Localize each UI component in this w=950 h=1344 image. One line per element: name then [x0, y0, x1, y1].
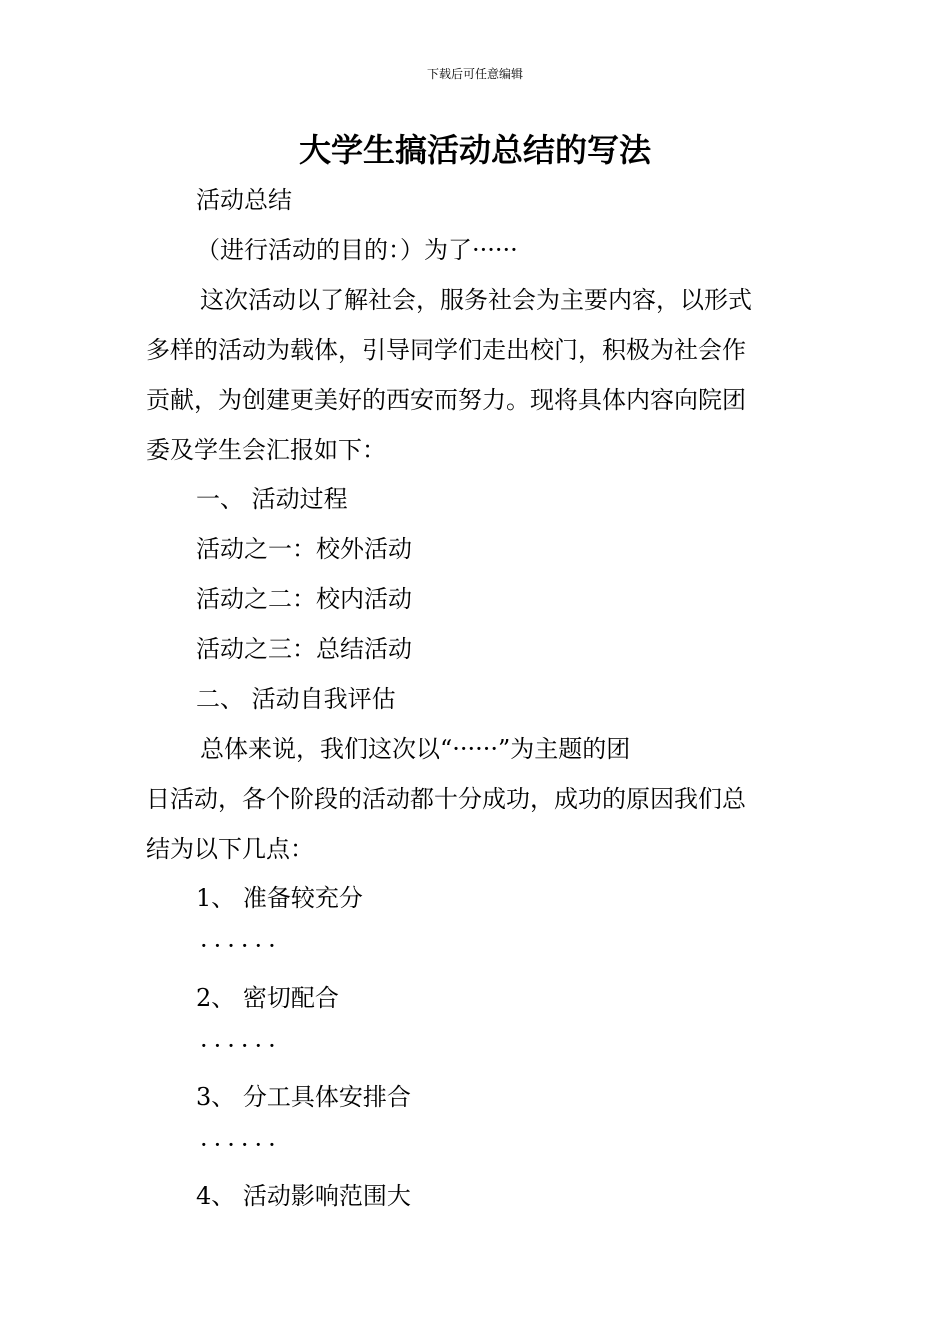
- list-item: 3、 分工具体安排合: [196, 1083, 411, 1111]
- paragraph-line: 总体来说，我们这次以“······”为主题的团: [200, 735, 631, 763]
- ellipsis-dots: ······: [200, 932, 282, 960]
- list-item: 活动之三：总结活动: [196, 635, 412, 663]
- ellipsis-dots: ······: [200, 1032, 282, 1060]
- purpose-line: （进行活动的目的：）为了······: [196, 236, 518, 264]
- header-note: 下载后可任意编辑: [426, 67, 523, 81]
- list-item: 活动之一：校外活动: [196, 535, 412, 563]
- section-label: 活动总结: [196, 186, 292, 214]
- list-item: 4、 活动影响范围大: [196, 1182, 411, 1210]
- list-item: 活动之二：校内活动: [196, 585, 412, 613]
- document-title: 大学生搞活动总结的写法: [298, 131, 651, 169]
- list-item: 1、 准备较充分: [196, 884, 363, 912]
- heading-self-evaluation: 二、 活动自我评估: [196, 685, 396, 713]
- paragraph-line: 结为以下几点：: [146, 835, 314, 863]
- paragraph-line: 委及学生会汇报如下：: [146, 436, 386, 464]
- paragraph-line: 日活动，各个阶段的活动都十分成功，成功的原因我们总: [146, 785, 746, 813]
- list-item: 2、 密切配合: [196, 984, 339, 1012]
- heading-activity-process: 一、 活动过程: [196, 485, 348, 513]
- ellipsis-dots: ······: [200, 1131, 282, 1159]
- paragraph-line: 这次活动以了解社会，服务社会为主要内容，以形式: [200, 286, 752, 314]
- paragraph-line: 多样的活动为载体，引导同学们走出校门，积极为社会作: [146, 336, 746, 364]
- paragraph-line: 贡献，为创建更美好的西安而努力。现将具体内容向院团: [146, 386, 746, 414]
